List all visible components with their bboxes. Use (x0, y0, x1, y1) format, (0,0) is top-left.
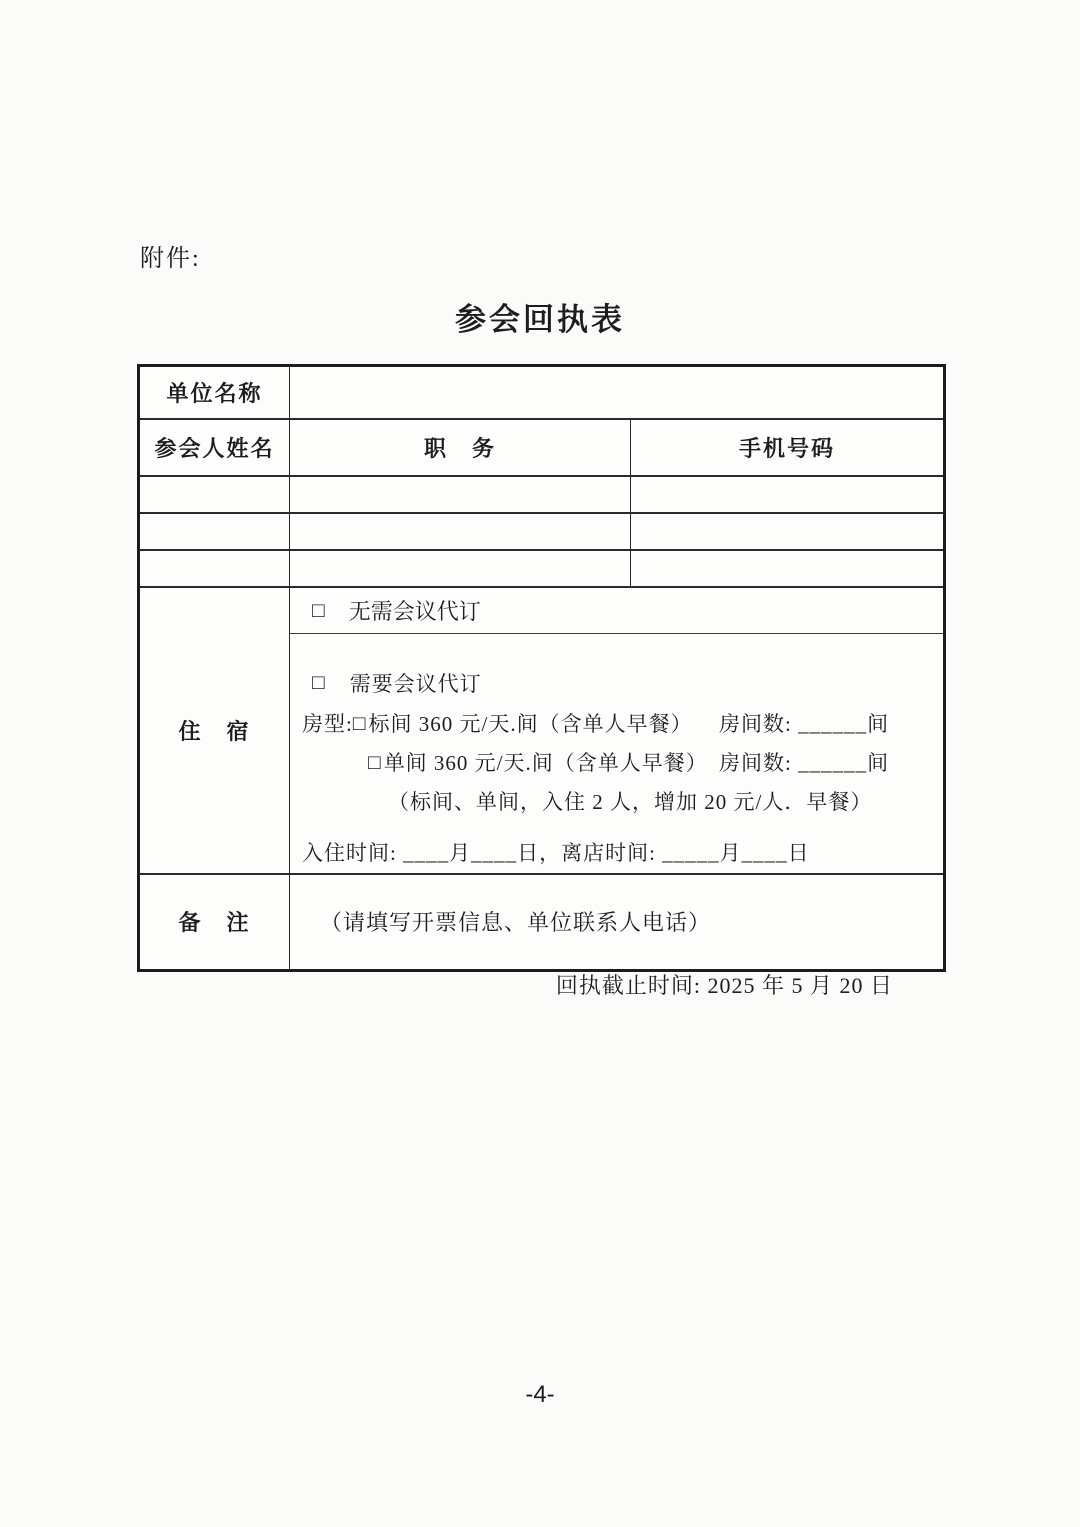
remarks-row (139, 874, 945, 971)
standard-room-line (302, 704, 943, 743)
participant-name-cell (139, 476, 290, 513)
position-cell (290, 513, 631, 550)
participant-name-header: 参会人姓名 (139, 419, 290, 476)
unit-name-value-cell (290, 366, 945, 419)
need-booking-section (290, 634, 943, 873)
checkbox-icon: □ (368, 749, 382, 774)
mobile-cell (631, 476, 945, 513)
position-cell (290, 550, 631, 587)
checkbox-icon: □ (352, 710, 367, 735)
table-row (139, 513, 945, 550)
accommodation-label: 住 宿 (139, 587, 290, 874)
table-row (139, 476, 945, 513)
checkin-checkout-blanks: 入住时间: ____月____日，离店时间: _____月____日 (302, 840, 810, 865)
position-cell (290, 476, 631, 513)
table-header-row (139, 419, 945, 476)
room-note: （标间、单间，入住 2 人，增加 20 元/人．早餐） (388, 790, 873, 814)
mobile-cell (631, 513, 945, 550)
room-note-line (302, 782, 943, 821)
checkin-checkout-line (302, 831, 943, 873)
reply-deadline-note: 回执截止时间: 2025 年 5 月 20 日 (555, 973, 893, 998)
single-room-label: 单间 360 元/天.间（含单人早餐） (383, 751, 708, 775)
checkbox-icon: □ (312, 597, 325, 622)
page-title: 参会回执表 (455, 302, 625, 337)
standard-room-label: 标间 360 元/天.间（含单人早餐） (368, 712, 693, 736)
checkbox-icon: □ (312, 670, 326, 694)
attachment-label: 附件: (140, 246, 201, 272)
participant-name-cell (139, 513, 290, 550)
remarks-label: 备 注 (139, 874, 290, 971)
need-booking-option (302, 662, 943, 704)
accommodation-content-cell (290, 587, 945, 874)
room-type-prefix: 房型: (302, 712, 353, 736)
no-booking-option (290, 588, 943, 634)
position-header: 职 务 (290, 419, 631, 476)
mobile-cell (631, 550, 945, 587)
unit-name-row (139, 366, 945, 419)
need-booking-label: 需要会议代订 (349, 671, 482, 696)
unit-name-label: 单位名称 (139, 366, 290, 419)
table-row (139, 550, 945, 587)
no-booking-label: 无需会议代订 (348, 598, 481, 624)
remarks-note: （请填写开票信息、单位联系人电话） (290, 874, 945, 971)
single-room-line (302, 743, 943, 782)
accommodation-row (139, 587, 945, 874)
standard-room-count-blank: 房间数: ______间 (719, 712, 890, 736)
single-room-count-blank: 房间数: ______间 (719, 751, 890, 775)
mobile-header: 手机号码 (631, 419, 945, 476)
page-number: -4- (525, 1381, 555, 1408)
participant-name-cell (139, 550, 290, 587)
reply-form-table (137, 364, 946, 972)
